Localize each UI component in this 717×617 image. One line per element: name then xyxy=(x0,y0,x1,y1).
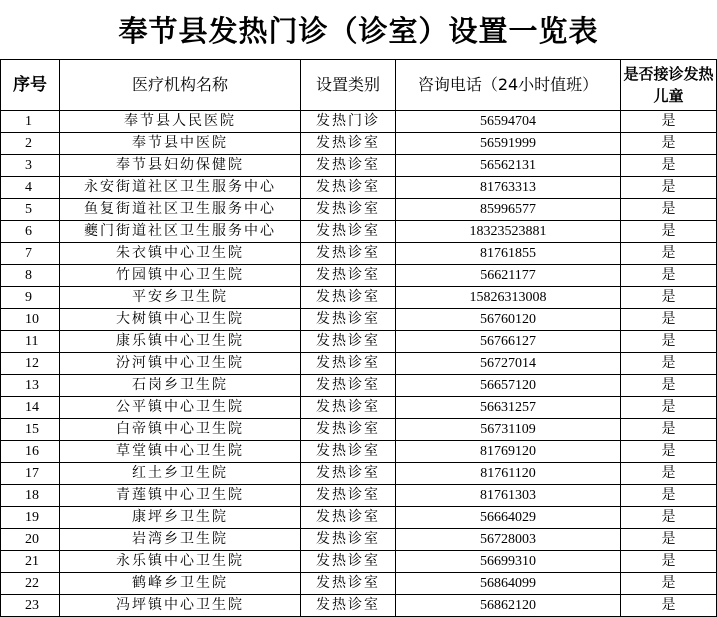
cell-name[interactable]: 大树镇中心卫生院 xyxy=(60,309,301,331)
cell-type[interactable]: 发热诊室 xyxy=(301,199,396,221)
cell-kids[interactable]: 是 xyxy=(621,441,717,463)
cell-kids[interactable]: 是 xyxy=(621,221,717,243)
header-row xyxy=(1,60,717,111)
cell-no[interactable]: 12 xyxy=(1,353,60,375)
cell-kids[interactable]: 是 xyxy=(621,375,717,397)
cell-phone[interactable]: 56594704 xyxy=(396,111,621,133)
cell-phone[interactable]: 85996577 xyxy=(396,199,621,221)
cell-type[interactable]: 发热诊室 xyxy=(301,441,396,463)
cell-kids[interactable]: 是 xyxy=(621,243,717,265)
cell-no[interactable]: 21 xyxy=(1,551,60,573)
cell-type[interactable]: 发热诊室 xyxy=(301,595,396,617)
cell-kids[interactable]: 是 xyxy=(621,397,717,419)
cell-phone[interactable]: 56766127 xyxy=(396,331,621,353)
cell-name[interactable]: 平安乡卫生院 xyxy=(60,287,301,309)
cell-type[interactable]: 发热诊室 xyxy=(301,463,396,485)
cell-name[interactable]: 奉节县妇幼保健院 xyxy=(60,155,301,177)
cell-no[interactable]: 2 xyxy=(1,133,60,155)
cell-no[interactable]: 23 xyxy=(1,595,60,617)
table-row xyxy=(1,309,717,331)
header-name[interactable]: 医疗机构名称 xyxy=(60,60,301,111)
cell-name[interactable]: 奉节县中医院 xyxy=(60,133,301,155)
cell-no[interactable]: 22 xyxy=(1,573,60,595)
cell-no[interactable]: 10 xyxy=(1,309,60,331)
cell-name[interactable]: 草堂镇中心卫生院 xyxy=(60,441,301,463)
table-row xyxy=(1,595,717,617)
cell-name[interactable]: 永安街道社区卫生服务中心 xyxy=(60,177,301,199)
cell-no[interactable]: 11 xyxy=(1,331,60,353)
cell-type[interactable]: 发热门诊 xyxy=(301,111,396,133)
cell-name[interactable]: 冯坪镇中心卫生院 xyxy=(60,595,301,617)
cell-type[interactable]: 发热诊室 xyxy=(301,287,396,309)
page-title: 奉节县发热门诊（诊室）设置一览表 xyxy=(118,14,599,48)
cell-type[interactable]: 发热诊室 xyxy=(301,419,396,441)
cell-name[interactable]: 朱衣镇中心卫生院 xyxy=(60,243,301,265)
cell-type[interactable]: 发热诊室 xyxy=(301,133,396,155)
cell-no[interactable]: 5 xyxy=(1,199,60,221)
cell-phone[interactable]: 81769120 xyxy=(396,441,621,463)
cell-no[interactable]: 9 xyxy=(1,287,60,309)
cell-kids[interactable]: 是 xyxy=(621,529,717,551)
cell-name[interactable]: 竹园镇中心卫生院 xyxy=(60,265,301,287)
cell-kids[interactable]: 是 xyxy=(621,419,717,441)
cell-type[interactable]: 发热诊室 xyxy=(301,221,396,243)
cell-kids[interactable]: 是 xyxy=(621,551,717,573)
header-phone[interactable]: 咨询电话（24小时值班） xyxy=(396,60,621,111)
cell-name[interactable]: 红土乡卫生院 xyxy=(60,463,301,485)
cell-name[interactable]: 青莲镇中心卫生院 xyxy=(60,485,301,507)
cell-name[interactable]: 白帝镇中心卫生院 xyxy=(60,419,301,441)
table-row xyxy=(1,573,717,595)
cell-name[interactable]: 夔门街道社区卫生服务中心 xyxy=(60,221,301,243)
cell-type[interactable]: 发热诊室 xyxy=(301,573,396,595)
cell-phone[interactable]: 56728003 xyxy=(396,529,621,551)
cell-name[interactable]: 奉节县人民医院 xyxy=(60,111,301,133)
table-row xyxy=(1,397,717,419)
cell-no[interactable]: 1 xyxy=(1,111,60,133)
table-row xyxy=(1,155,717,177)
table-row xyxy=(1,265,717,287)
table-row xyxy=(1,441,717,463)
table-row xyxy=(1,375,717,397)
cell-kids[interactable]: 是 xyxy=(621,111,717,133)
cell-type[interactable]: 发热诊室 xyxy=(301,485,396,507)
cell-kids[interactable]: 是 xyxy=(621,309,717,331)
header-no[interactable]: 序号 xyxy=(1,60,60,111)
table-row xyxy=(1,199,717,221)
cell-phone[interactable]: 81761120 xyxy=(396,463,621,485)
cell-no[interactable]: 16 xyxy=(1,441,60,463)
cell-no[interactable]: 14 xyxy=(1,397,60,419)
cell-type[interactable]: 发热诊室 xyxy=(301,243,396,265)
table-row xyxy=(1,353,717,375)
cell-kids[interactable]: 是 xyxy=(621,573,717,595)
cell-no[interactable]: 3 xyxy=(1,155,60,177)
cell-type[interactable]: 发热诊室 xyxy=(301,309,396,331)
cell-phone[interactable]: 56631257 xyxy=(396,397,621,419)
cell-no[interactable]: 6 xyxy=(1,221,60,243)
cell-name[interactable]: 鹤峰乡卫生院 xyxy=(60,573,301,595)
clinic-table xyxy=(0,59,717,617)
cell-type[interactable]: 发热诊室 xyxy=(301,507,396,529)
table-row xyxy=(1,551,717,573)
cell-name[interactable]: 康坪乡卫生院 xyxy=(60,507,301,529)
cell-type[interactable]: 发热诊室 xyxy=(301,551,396,573)
table-row xyxy=(1,111,717,133)
cell-no[interactable]: 15 xyxy=(1,419,60,441)
table-row xyxy=(1,463,717,485)
cell-no[interactable]: 17 xyxy=(1,463,60,485)
cell-kids[interactable]: 是 xyxy=(621,353,717,375)
cell-name[interactable]: 公平镇中心卫生院 xyxy=(60,397,301,419)
cell-kids[interactable]: 是 xyxy=(621,331,717,353)
cell-no[interactable]: 20 xyxy=(1,529,60,551)
cell-phone[interactable]: 56727014 xyxy=(396,353,621,375)
cell-kids[interactable]: 是 xyxy=(621,463,717,485)
cell-name[interactable]: 康乐镇中心卫生院 xyxy=(60,331,301,353)
cell-phone[interactable]: 56562131 xyxy=(396,155,621,177)
table-row xyxy=(1,485,717,507)
cell-phone[interactable]: 56731109 xyxy=(396,419,621,441)
cell-phone[interactable]: 56862120 xyxy=(396,595,621,617)
cell-phone[interactable]: 56699310 xyxy=(396,551,621,573)
table-row xyxy=(1,287,717,309)
cell-name[interactable]: 岩湾乡卫生院 xyxy=(60,529,301,551)
cell-type[interactable]: 发热诊室 xyxy=(301,397,396,419)
cell-name[interactable]: 石岗乡卫生院 xyxy=(60,375,301,397)
cell-phone[interactable]: 56621177 xyxy=(396,265,621,287)
cell-kids[interactable]: 是 xyxy=(621,177,717,199)
cell-type[interactable]: 发热诊室 xyxy=(301,331,396,353)
cell-type[interactable]: 发热诊室 xyxy=(301,375,396,397)
cell-name[interactable]: 鱼复街道社区卫生服务中心 xyxy=(60,199,301,221)
cell-phone[interactable]: 56864099 xyxy=(396,573,621,595)
table-row xyxy=(1,177,717,199)
cell-kids[interactable]: 是 xyxy=(621,199,717,221)
cell-phone[interactable]: 56664029 xyxy=(396,507,621,529)
cell-name[interactable]: 汾河镇中心卫生院 xyxy=(60,353,301,375)
header-type[interactable]: 设置类别 xyxy=(301,60,396,111)
table-row xyxy=(1,529,717,551)
cell-kids[interactable]: 是 xyxy=(621,595,717,617)
table-row xyxy=(1,243,717,265)
cell-phone[interactable]: 81761303 xyxy=(396,485,621,507)
cell-type[interactable]: 发热诊室 xyxy=(301,265,396,287)
table-row xyxy=(1,133,717,155)
table-row xyxy=(1,331,717,353)
cell-no[interactable]: 8 xyxy=(1,265,60,287)
cell-no[interactable]: 4 xyxy=(1,177,60,199)
table-row xyxy=(1,221,717,243)
header-kids[interactable]: 是否接诊发热儿童 xyxy=(621,60,717,111)
cell-name[interactable]: 永乐镇中心卫生院 xyxy=(60,551,301,573)
cell-phone[interactable]: 56760120 xyxy=(396,309,621,331)
cell-type[interactable]: 发热诊室 xyxy=(301,177,396,199)
cell-phone[interactable]: 15826313008 xyxy=(396,287,621,309)
cell-phone[interactable]: 56591999 xyxy=(396,133,621,155)
cell-phone[interactable]: 81761855 xyxy=(396,243,621,265)
cell-phone[interactable]: 18323523881 xyxy=(396,221,621,243)
cell-kids[interactable]: 是 xyxy=(621,287,717,309)
cell-phone[interactable]: 56657120 xyxy=(396,375,621,397)
cell-phone[interactable]: 81763313 xyxy=(396,177,621,199)
cell-type[interactable]: 发热诊室 xyxy=(301,155,396,177)
table-row xyxy=(1,419,717,441)
cell-kids[interactable]: 是 xyxy=(621,265,717,287)
cell-type[interactable]: 发热诊室 xyxy=(301,529,396,551)
cell-no[interactable]: 7 xyxy=(1,243,60,265)
cell-no[interactable]: 19 xyxy=(1,507,60,529)
cell-no[interactable]: 18 xyxy=(1,485,60,507)
cell-type[interactable]: 发热诊室 xyxy=(301,353,396,375)
cell-no[interactable]: 13 xyxy=(1,375,60,397)
cell-kids[interactable]: 是 xyxy=(621,133,717,155)
cell-kids[interactable]: 是 xyxy=(621,155,717,177)
cell-kids[interactable]: 是 xyxy=(621,507,717,529)
cell-kids[interactable]: 是 xyxy=(621,485,717,507)
table-row xyxy=(1,507,717,529)
